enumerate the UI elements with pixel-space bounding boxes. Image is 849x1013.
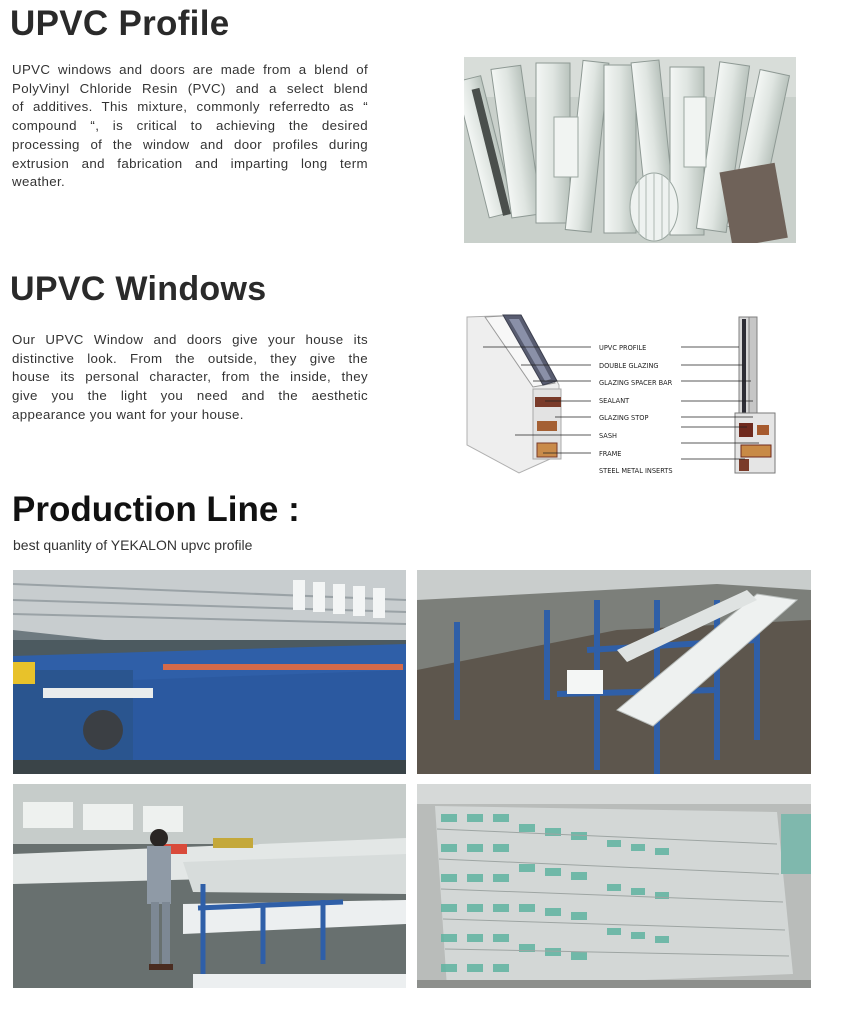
production-photo-cutting-line bbox=[417, 570, 811, 774]
section-title-windows: UPVC Windows bbox=[10, 270, 267, 308]
diagram-label: GLAZING STOP bbox=[599, 414, 649, 422]
profile-line: processing of the window and door profiles during bbox=[12, 136, 368, 152]
diagram-label: SASH bbox=[599, 432, 617, 440]
windows-line: appearance you want for your house. bbox=[12, 406, 244, 422]
windows-line: Our UPVC Window and doors give your house its bbox=[12, 332, 368, 347]
profile-line: PolyVinyl Chloride Resin (PVC) and a select blend bbox=[12, 80, 368, 96]
profile-line: compound “, is critical to achieving the desired bbox=[12, 118, 368, 134]
production-photo-worker bbox=[13, 784, 406, 988]
windows-line: give you the light you need and the aesthetic bbox=[12, 388, 368, 404]
section-title-production: Production Line : bbox=[12, 490, 300, 529]
diagram-label: SEALANT bbox=[599, 397, 630, 405]
windows-line: house its personal character, from the inside, they bbox=[12, 369, 368, 385]
diagram-label: DOUBLE GLAZING bbox=[599, 362, 659, 370]
windows-description bbox=[12, 331, 368, 425]
profile-description bbox=[12, 61, 368, 192]
diagram-label: UPVC PROFILE bbox=[599, 344, 647, 352]
diagram-label: GLAZING SPACER BAR bbox=[599, 379, 673, 387]
window-cross-section-diagram bbox=[463, 313, 783, 478]
profile-line: UPVC windows and doors are made from a blend of bbox=[12, 62, 368, 77]
profile-line: of additives. This mixture, commonly referredto as “ bbox=[12, 99, 368, 115]
production-photo-stacked-profiles bbox=[417, 784, 811, 988]
production-photo-extrusion-hall bbox=[13, 570, 406, 774]
upvc-profiles-image bbox=[464, 57, 796, 243]
diagram-label: STEEL METAL INSERTS bbox=[599, 467, 673, 475]
production-subtitle: best quanlity of YEKALON upvc profile bbox=[13, 537, 253, 553]
profile-line: extrusion and fabrication and imparting long term bbox=[12, 155, 368, 171]
section-title-profile: UPVC Profile bbox=[10, 4, 230, 43]
diagram-label: FRAME bbox=[599, 450, 622, 458]
windows-line: distinctive look. From the outside, they give the bbox=[12, 350, 368, 366]
profile-line: weather. bbox=[12, 174, 66, 190]
